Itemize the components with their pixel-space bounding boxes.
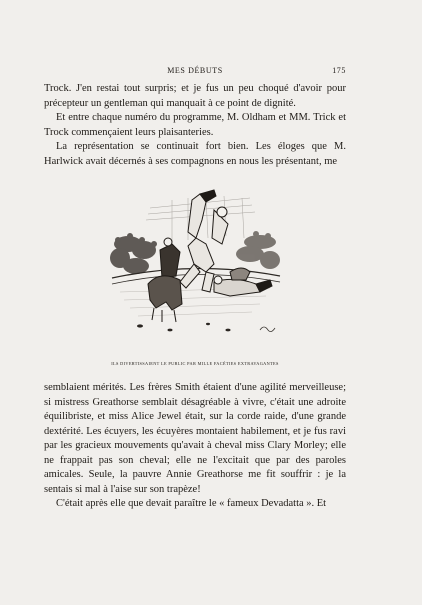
illustration-caption: ILS DIVERTISSAIENT LE PUBLIC PAR MILLE FACÉTIES EXTRAVAGANTES <box>111 361 279 366</box>
body-text-top <box>44 82 346 169</box>
paragraph: semblaient mérités. Les frères Smith étaient d'une agilité merveilleuse; si mistress Greathorse semblait désagréable à vivre, c'était une adroite équilibriste, et miss Alice Jewel était, sur la corde raide, d'une grande dextérité. Les écuyers, les écuyères montaient habilement, et je fus ravi par les gracieux mouvements qu'avait à cheval miss Clary Morley; elle ne frappait pas son cheval; elle ne l'excitait que par des paroles amicales. Seule, la pauvre Annie Greathorse me fit souffrir : je la sentais si mal à l'aise sur son trapèze! <box>44 382 346 495</box>
circus-illustration <box>110 180 282 348</box>
paragraph: C'était après elle que devait paraître le « fameux Devadatta ». Et <box>56 498 327 509</box>
paragraph: La représentation se continuait fort bien. Les éloges que M. Harlwick avait décernés à ses compagnons en nous les présentant, me <box>44 141 346 167</box>
running-title: MES DÉBUTS <box>167 66 223 75</box>
paragraph: Et entre chaque numéro du programme, M. Oldham et MM. Trick et Trock commençaient leurs plaisanteries. <box>44 112 346 138</box>
body-text-bottom <box>44 381 346 512</box>
page-number: 175 <box>332 66 346 75</box>
paragraph: Trock. J'en restai tout surpris; et je fus un peu choqué d'avoir pour précepteur un gentleman qui manquait à ce point de dignité. <box>44 83 346 109</box>
